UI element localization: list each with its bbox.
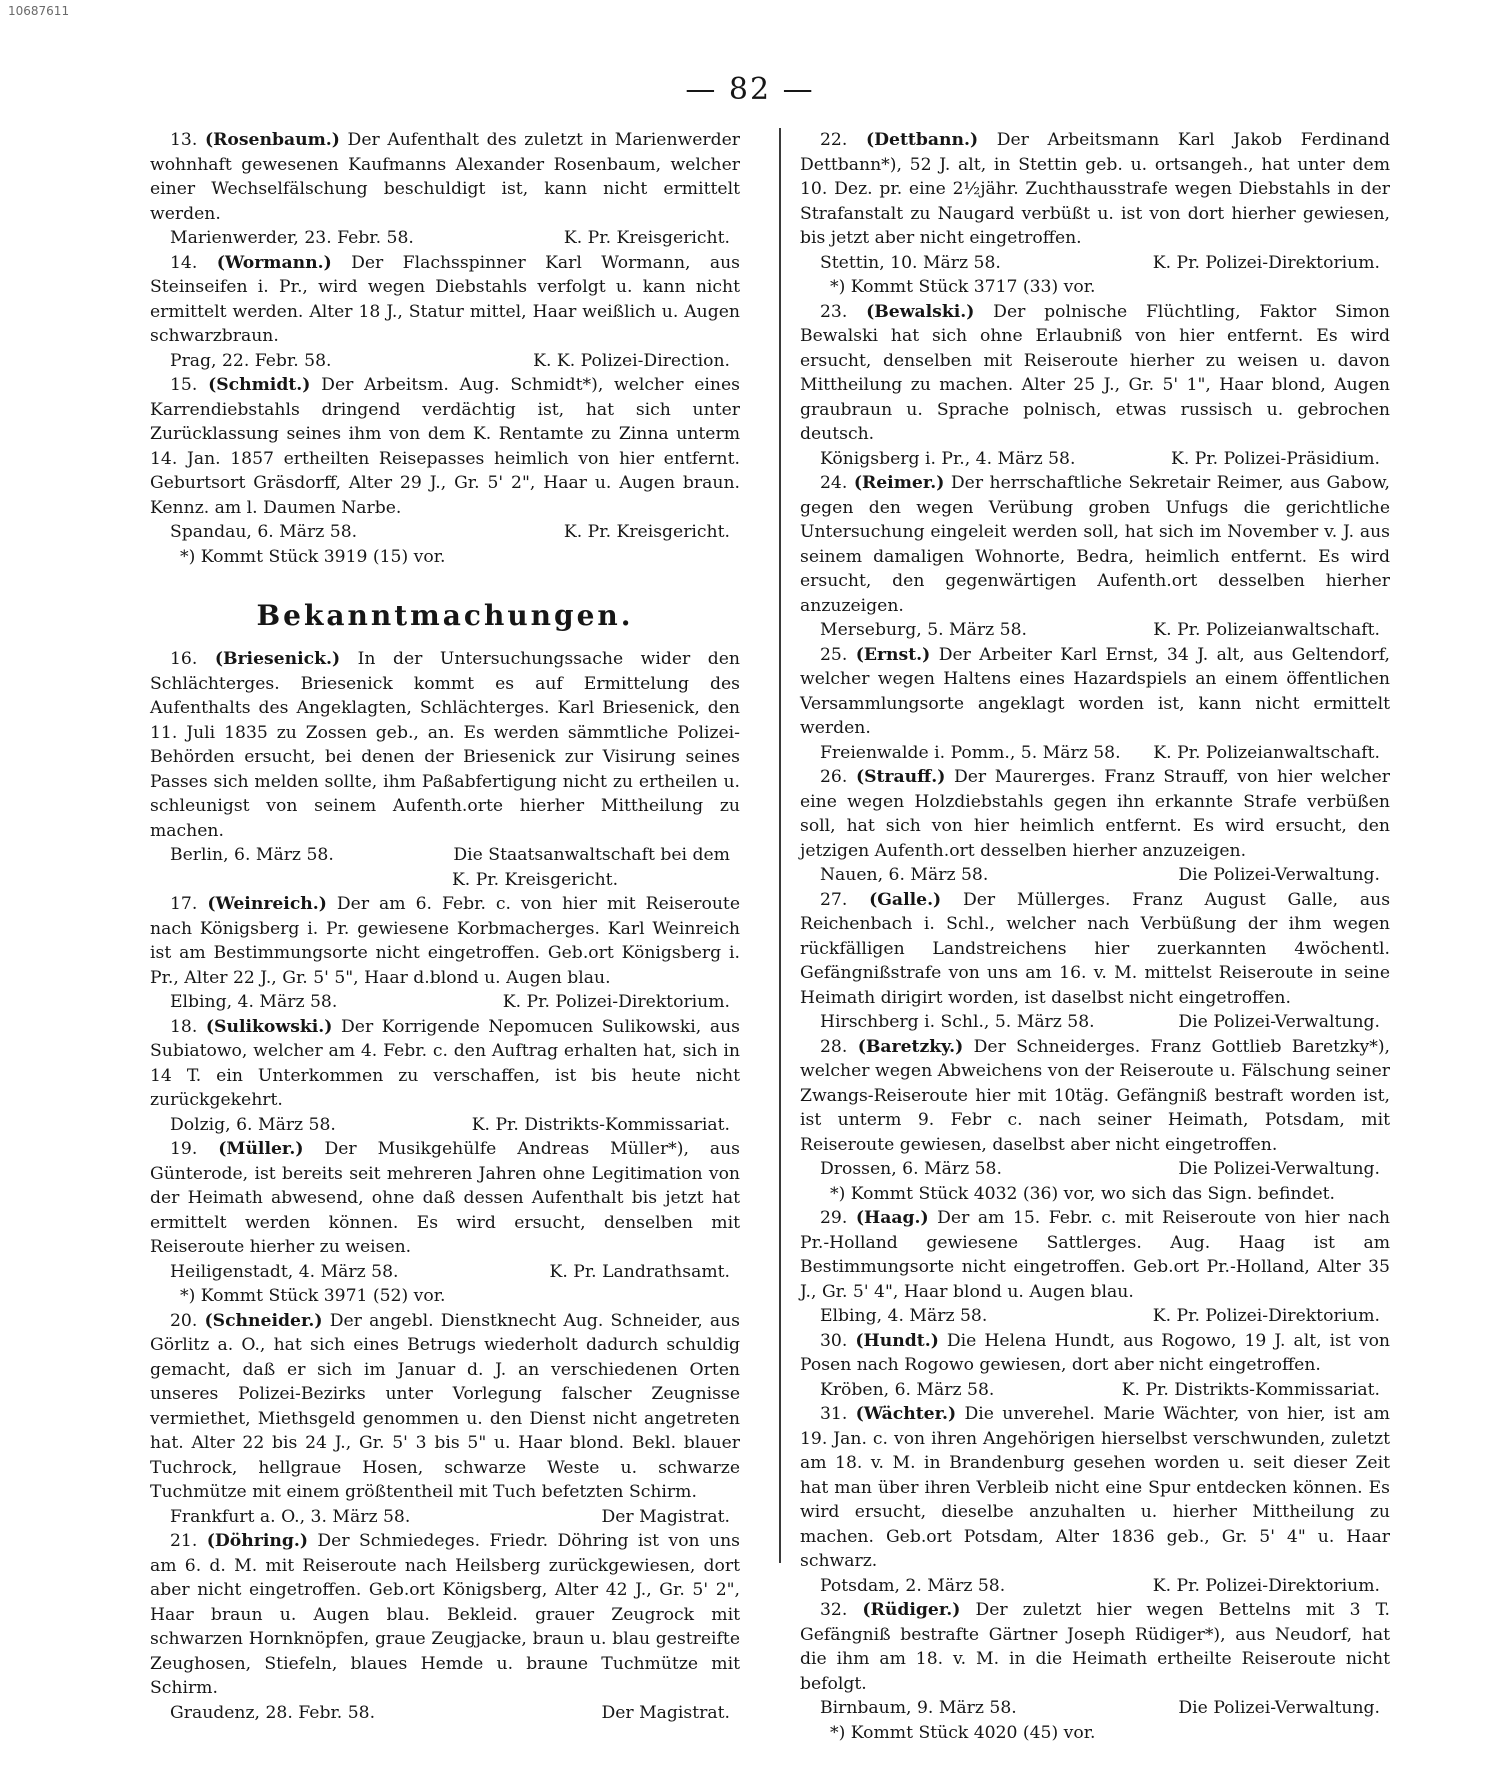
notice-number: 28.: [820, 1036, 848, 1057]
notice-authority-line2: K. Pr. Kreisgericht.: [451, 869, 619, 890]
notice-number: 19.: [170, 1139, 198, 1159]
notice-entry: [800, 1402, 1390, 1598]
notice-entry: [150, 1529, 740, 1725]
scan-id: 10687611: [8, 4, 70, 18]
notice-text: Der Schmiedeges. Friedr. Döhring ist von uns am 6. d. M. mit Reiseroute nach Heilsberg zurückgewiesen, dort aber nicht eingetroffen. Geb.ort Königsberg, Alter 42 J., Gr. 5' 2", Haar braun u. Augen blau. Bekleid. grauer Zeugrock mit schwarzen Hornknöpfen, graue Zeugjacke, braun u. blau gestreifte Zeughosen, Stiefeln, blaues Hemde u. braune Tuchmütze mit Schirm.: [150, 1531, 741, 1698]
notice-authority: K. Pr. Polizeianwaltschaft.: [1153, 742, 1380, 763]
notice-text-paragraph: [150, 373, 740, 520]
notice-entry: [150, 373, 740, 569]
right-entries: [800, 128, 1390, 1745]
notice-signature: [150, 226, 740, 251]
section-heading: Bekanntmachungen.: [256, 599, 634, 632]
notice-signature: [800, 1157, 1390, 1182]
notice-name: (Ernst.): [855, 644, 931, 665]
notice-number: 18.: [170, 1016, 198, 1037]
notice-authority: K. Pr. Polizei-Direktorium.: [1152, 252, 1380, 273]
notice-footnote: *) Kommt Stück 3919 (15) vor.: [180, 546, 446, 567]
notice-text: Der angebl. Dienstknecht Aug. Schneider, aus Görlitz a. O., hat sich eines Betrugs wiederholt dadurch schuldig gemacht, daß er sich im Januar d. J. an verschiedenen Orten unseres Polizei-Bezirks unter Vorlegung falscher Zeugnisse vermiethet, Miethsgeld genommen u. den Dienst nicht angetreten hat. Alter 22 bis 24 J., Gr. 5' 3 bis 5" u. Haar blond. Bekl. blauer Tuchrock, hellgraue Hosen, schwarze Weste u. schwarze Tuchmütze mit einem größtentheil mit Tuch befetzten Schirm.: [150, 1310, 741, 1502]
notice-number: 23.: [820, 301, 848, 322]
notice-place-date: Hirschberg i. Schl., 5. März 58.: [820, 1012, 1095, 1032]
notice-authority: K. Pr. Kreisgericht.: [563, 228, 730, 248]
notice-entry: [150, 1015, 740, 1138]
notice-number: 26.: [820, 767, 848, 787]
notice-place-date: Marienwerder, 23. Febr. 58.: [170, 228, 414, 248]
notice-place-date: Prag, 22. Febr. 58.: [170, 350, 332, 371]
notice-entry: [800, 1035, 1390, 1207]
notice-place-date: Berlin, 6. März 58.: [170, 845, 334, 865]
notice-authority: K. Pr. Polizeianwaltschaft.: [1153, 620, 1380, 640]
notice-name: (Wächter.): [855, 1404, 957, 1424]
notice-name: (Haag.): [855, 1208, 929, 1228]
notice-entry: [150, 892, 740, 1015]
notice-name: (Baretzky.): [857, 1036, 964, 1057]
notice-place-date: Freienwalde i. Pomm., 5. März 58.: [820, 742, 1121, 763]
notice-signature: [800, 447, 1390, 472]
page-number: — 82 —: [685, 72, 815, 107]
notice-text: Die unverehel. Marie Wächter, von hier, ist am 19. Jan. c. von ihren Angehörigen hierselbst verschwunden, zuletzt am 18. v. M. in Brandenburg gesehen worden u. seit dieser Zeit hat man über ihren Verbleib nicht eine Spur entdecken können. Es wird ersucht, dieselbe anzuhalten u. hierher Mittheilung zu machen. Geb.ort Potsdam, Alter 1836 geb., Gr. 5' 4" u. Haar schwarz.: [800, 1404, 1390, 1571]
notice-text: Der Aufenthalt des zuletzt in Marienwerder wohnhaft gewesenen Kaufmanns Alexander Rosenbaum, welcher einer Wechselfälschung beschuldigt ist, kann nicht ermittelt werden.: [150, 130, 741, 224]
notice-place-date: Drossen, 6. März 58.: [820, 1159, 1002, 1179]
notice-number: 22.: [820, 130, 848, 150]
notice-place-date: Elbing, 4. März 58.: [820, 1306, 988, 1326]
notice-text: Der Müllerges. Franz August Galle, aus Reichenbach i. Schl., welcher nach Verbüßung der ihm wegen rückfälligen Landstreichens hier zuerkannten 4wöchentl. Gefängnißstrafe von uns am 16. v. M. mittelst Reiseroute in seine Heimath dirigirt worden, ist daselbst nicht eingetroffen.: [800, 889, 1391, 1008]
notice-text-paragraph: [800, 643, 1390, 741]
notice-authority: K. K. Polizei-Direction.: [533, 350, 730, 371]
notice-authority: K. Pr. Landrathsamt.: [549, 1261, 730, 1282]
notice-text: Der am 6. Febr. c. von hier mit Reiseroute nach Königsberg i. Pr. gewiesene Korbmacherges. Karl Weinreich ist am Bestimmungsorte nicht eingetroffen. Geb.ort Königsberg i. Pr., Alter 22 J., Gr. 5' 5", Haar d.blond u. Augen blau.: [150, 894, 740, 988]
notice-entry: [800, 300, 1390, 472]
left-column: [150, 128, 740, 1725]
notice-footnote: *) Kommt Stück 3971 (52) vor.: [180, 1286, 446, 1306]
notice-number: 20.: [170, 1310, 198, 1331]
column-divider: [779, 128, 781, 1563]
notice-entry: [800, 1598, 1390, 1745]
notice-text-paragraph: [150, 647, 740, 843]
notice-text-paragraph: [150, 1015, 740, 1113]
notice-number: 32.: [820, 1600, 848, 1620]
notice-signature: [800, 1574, 1390, 1599]
notice-name: (Briesenick.): [214, 649, 341, 669]
notice-name: (Reimer.): [853, 473, 945, 493]
notice-signature: [800, 1378, 1390, 1403]
left-entries-top: [150, 128, 740, 569]
notice-authority: Die Polizei-Verwaltung.: [1178, 1698, 1380, 1718]
notice-entry: [800, 643, 1390, 766]
notice-place-date: Potsdam, 2. März 58.: [820, 1575, 1006, 1596]
notice-number: 31.: [820, 1404, 848, 1424]
notice-text: Der zuletzt hier wegen Bettelns mit 3 T. Gefängniß bestrafte Gärtner Joseph Rüdiger*), aus Neudorf, hat die ihm am 18. v. M. in die Heimath ertheilte Reiseroute nicht befolgt.: [800, 1600, 1390, 1694]
notice-signature: [800, 251, 1390, 276]
notice-entry: [800, 1206, 1390, 1329]
notice-place-date: Stettin, 10. März 58.: [820, 252, 1001, 273]
notice-signature: [150, 1113, 740, 1138]
notice-name: (Hundt.): [855, 1330, 939, 1351]
notice-name: (Schmidt.): [208, 375, 311, 395]
notice-entry: [150, 251, 740, 374]
notice-place-date: Heiligenstadt, 4. März 58.: [170, 1261, 399, 1282]
notice-name: (Strauff.): [855, 767, 946, 787]
notice-text-paragraph: [150, 1529, 740, 1701]
notice-signature: [800, 741, 1390, 766]
notice-name: (Sulikowski.): [205, 1016, 333, 1037]
notice-name: (Galle.): [869, 889, 942, 910]
right-column: [800, 128, 1390, 1745]
notice-signature: [150, 1701, 740, 1726]
notice-text: Der Musikgehülfe Andreas Müller*), aus Günterode, ist bereits seit mehreren Jahren ohne Legitimation von der Heimath abwesend, ohne daß dessen Aufenthalt bis jetzt hat ermittelt werden können. Es wird ersucht, denselben mit Reiseroute hierher zu weisen.: [150, 1139, 740, 1257]
notice-text: Der Korrigende Nepomucen Sulikowski, aus Subiatowo, welcher am 4. Febr. c. den Auftrag erhalten hat, sich in 14 T. ein Unterkommen zu verschaffen, ist bis heute nicht zurückgekehrt.: [150, 1016, 740, 1110]
notice-number: 29.: [820, 1208, 848, 1228]
notice-footnote: *) Kommt Stück 4020 (45) vor.: [830, 1722, 1096, 1743]
notice-place-date: Frankfurt a. O., 3. März 58.: [170, 1506, 411, 1527]
notice-authority: K. Pr. Distrikts-Kommissariat.: [1121, 1379, 1380, 1400]
notice-place-date: Nauen, 6. März 58.: [820, 865, 989, 885]
notice-number: 27.: [820, 889, 848, 910]
notice-text-paragraph: [800, 1598, 1390, 1696]
notice-text-paragraph: [800, 1402, 1390, 1574]
notice-entry: [150, 1137, 740, 1309]
notice-authority: K. Pr. Distrikts-Kommissariat.: [471, 1114, 730, 1135]
notice-text: Der Arbeitsm. Aug. Schmidt*), welcher eines Karrendiebstahls dringend verdächtig ist, hat sich unter Zurücklassung seines ihm von dem K. Rentamte zu Zinna unterm 14. Jan. 1857 ertheilten Reisepasses heimlich von hier entfernt. Geburtsort Gräsdorff, Alter 29 J., Gr. 5' 2", Haar u. Augen braun. Kennz. am l. Daumen Narbe.: [150, 375, 740, 518]
notice-name: (Weinreich.): [207, 894, 327, 914]
notice-signature: [150, 520, 740, 545]
notice-name: (Bewalski.): [866, 301, 975, 322]
notice-text: Der polnische Flüchtling, Faktor Simon Bewalski hat sich ohne Erlaubniß von hier entfernt. Es wird ersucht, denselben mit Reiseroute hierher zu weisen u. davon Mittheilung zu machen. Alter 25 J., Gr. 5' 1", Haar blond, Augen graubraun u. Sprache polnisch, etwas russisch u. gebrochen deutsch.: [800, 301, 1390, 444]
notice-authority: Die Polizei-Verwaltung.: [1178, 1012, 1380, 1032]
notice-signature: [150, 843, 740, 892]
notice-name: (Rüdiger.): [862, 1600, 961, 1620]
notice-text: Der Flachsspinner Karl Wormann, aus Steinseifen i. Pr., wird wegen Diebstahls verfolgt u. kann nicht ermittelt werden. Alter 18 J., Statur mittel, Haar weißlich u. Augen schwarzbraun.: [150, 252, 740, 346]
notice-authority: Die Polizei-Verwaltung.: [1178, 1159, 1380, 1179]
notice-place-date: Merseburg, 5. März 58.: [820, 620, 1027, 640]
notice-text-paragraph: [800, 1206, 1390, 1304]
notice-text-paragraph: [800, 1329, 1390, 1378]
notice-authority: Die Staatsanwaltschaft bei dem: [453, 845, 730, 865]
notice-signature: [150, 1260, 740, 1285]
notice-text-paragraph: [800, 471, 1390, 618]
notice-text: Der Arbeitsmann Karl Jakob Ferdinand Dettbann*), 52 J. alt, in Stettin geb. u. ortsangeh., hat unter dem 10. Dez. pr. eine 2½jähr. Zuchthausstrafe wegen Diebstahls in der Strafanstalt zu Naugard verbüßt u. ist von dort hierher gewiesen, bis jetzt aber nicht eingetroffen.: [800, 130, 1391, 248]
notice-name: (Dettbann.): [865, 130, 979, 150]
notice-entry: [800, 471, 1390, 643]
notice-text: Der Arbeiter Karl Ernst, 34 J. alt, aus Geltendorf, welcher wegen Haltens eines Hazardspiels an einem öffentlichen Versammlungsorte angeklagt worden ist, kann nicht ermittelt werden.: [800, 644, 1391, 738]
notice-name: (Wormann.): [216, 252, 332, 273]
notice-signature: [800, 618, 1390, 643]
notice-number: 14.: [170, 252, 198, 273]
notice-name: (Rosenbaum.): [204, 130, 340, 150]
notice-text-paragraph: [150, 1137, 740, 1260]
notice-signature: [800, 1696, 1390, 1721]
notice-entry: [800, 1329, 1390, 1403]
notice-entry: [800, 765, 1390, 888]
notice-signature: [800, 1304, 1390, 1329]
notice-signature: [150, 1505, 740, 1530]
notice-text-paragraph: [800, 888, 1390, 1011]
notice-name: (Müller.): [218, 1139, 304, 1159]
notice-authority: K. Pr. Polizei-Präsidium.: [1170, 448, 1380, 469]
notice-number: 16.: [170, 649, 198, 669]
notice-footnote: *) Kommt Stück 4032 (36) vor, wo sich das Sign. befindet.: [830, 1183, 1336, 1204]
notice-place-date: Königsberg i. Pr., 4. März 58.: [820, 448, 1076, 469]
notice-place-date: Spandau, 6. März 58.: [170, 522, 358, 542]
notice-text: In der Untersuchungssache wider den Schlächterges. Briesenick kommt es auf Ermittelung des Aufenthalts des Angeklagten, Schlächterges. Karl Briesenick, den 11. Juli 1835 zu Zossen geb., an. Es werden sämmtliche Polizei-Behörden ersucht, bei denen der Briesenick zur Visirung seines Passes sich melden sollte, ihm Paßabfertigung nicht zu ertheilen u. schleunigst von seinem Aufenth.orte hierher Mittheilung zu machen.: [150, 649, 740, 841]
notice-authority: Der Magistrat.: [601, 1702, 730, 1723]
notice-signature-row: [170, 843, 730, 868]
notice-authority: K. Pr. Polizei-Direktorium.: [502, 992, 730, 1012]
notice-text: Der Schneiderges. Franz Gottlieb Baretzky*), welcher wegen Abweichens von der Reiseroute u. Fälschung seiner Zwangs-Reiseroute hier mit 10täg. Gefängniß bestraft worden ist, ist unterm 9. Febr c. nach seiner Heimath, Potsdam, mit Reiseroute gewiesen, daselbst aber nicht eingetroffen.: [800, 1036, 1391, 1155]
notice-authority: K. Pr. Polizei-Direktorium.: [1152, 1575, 1380, 1596]
notice-number: 15.: [170, 375, 198, 395]
notice-text-paragraph: [800, 128, 1390, 251]
notice-text: Der am 15. Febr. c. mit Reiseroute von hier nach Pr.-Holland gewiesene Sattlerges. Aug. Haag ist am Bestimmungsorte nicht eingetroffen. Geb.ort Pr.-Holland, Alter 35 J., Gr. 5' 4", Haar blond u. Augen blau.: [800, 1208, 1390, 1302]
notice-number: 25.: [820, 644, 848, 665]
notice-name: (Schneider.): [204, 1310, 323, 1331]
notice-authority: K. Pr. Polizei-Direktorium.: [1152, 1306, 1380, 1326]
notice-place-date: Graudenz, 28. Febr. 58.: [170, 1702, 376, 1723]
notice-number: 24.: [820, 473, 848, 493]
notice-text-paragraph: [150, 1309, 740, 1505]
notice-authority: K. Pr. Kreisgericht.: [563, 522, 730, 542]
notice-text-paragraph: [800, 765, 1390, 863]
notice-text: Der Maurerges. Franz Strauff, von hier welcher eine wegen Holzdiebstahls gegen ihn erkannte Strafe verbüßen soll, hat sich von hier heimlich entfernt. Es wird ersucht, den jetzigen Aufenth.ort desselben hierher anzuzeigen.: [800, 767, 1391, 861]
notice-signature: [150, 990, 740, 1015]
notice-place-date: Dolzig, 6. März 58.: [170, 1114, 336, 1135]
notice-text: Die Helena Hundt, aus Rogowo, 19 J. alt, ist von Posen nach Rogowo gewiesen, dort aber nicht eingetroffen.: [800, 1330, 1390, 1375]
notice-place-date: Birnbaum, 9. März 58.: [820, 1698, 1017, 1718]
notice-authority: Die Polizei-Verwaltung.: [1178, 865, 1380, 885]
notice-text-paragraph: [150, 251, 740, 349]
notice-number: 21.: [170, 1531, 198, 1551]
notice-place-date: Kröben, 6. März 58.: [820, 1379, 995, 1400]
notice-place-date: Elbing, 4. März 58.: [170, 992, 338, 1012]
notice-entry: [800, 128, 1390, 300]
notice-text: Der herrschaftliche Sekretair Reimer, aus Gabow, gegen den wegen Verübung groben Unfugs die gerichtliche Untersuchung eingeleit werden soll, hat sich im November v. J. aus seinem damaligen Wohnorte, Bedra, heimlich entfernt. Es wird ersucht, den gegenwärtigen Aufenth.ort desselben hierher anzuzeigen.: [800, 473, 1391, 616]
notice-authority: Der Magistrat.: [601, 1506, 730, 1527]
notice-text-paragraph: [150, 128, 740, 226]
notice-text-paragraph: [800, 1035, 1390, 1158]
notice-signature: [800, 863, 1390, 888]
notice-entry: [800, 888, 1390, 1035]
notice-number: 13.: [170, 130, 198, 150]
notice-entry: [150, 1309, 740, 1530]
notice-text-paragraph: [150, 892, 740, 990]
notice-footnote: *) Kommt Stück 3717 (33) vor.: [830, 277, 1096, 297]
notice-number: 30.: [820, 1330, 848, 1351]
notice-entry: [150, 128, 740, 251]
notice-entry: [150, 647, 740, 892]
notice-signature: [800, 1010, 1390, 1035]
notice-number: 17.: [170, 894, 198, 914]
notice-name: (Döhring.): [206, 1531, 308, 1551]
notice-signature: [150, 349, 740, 374]
notice-text-paragraph: [800, 300, 1390, 447]
left-entries-bottom: [150, 647, 740, 1725]
